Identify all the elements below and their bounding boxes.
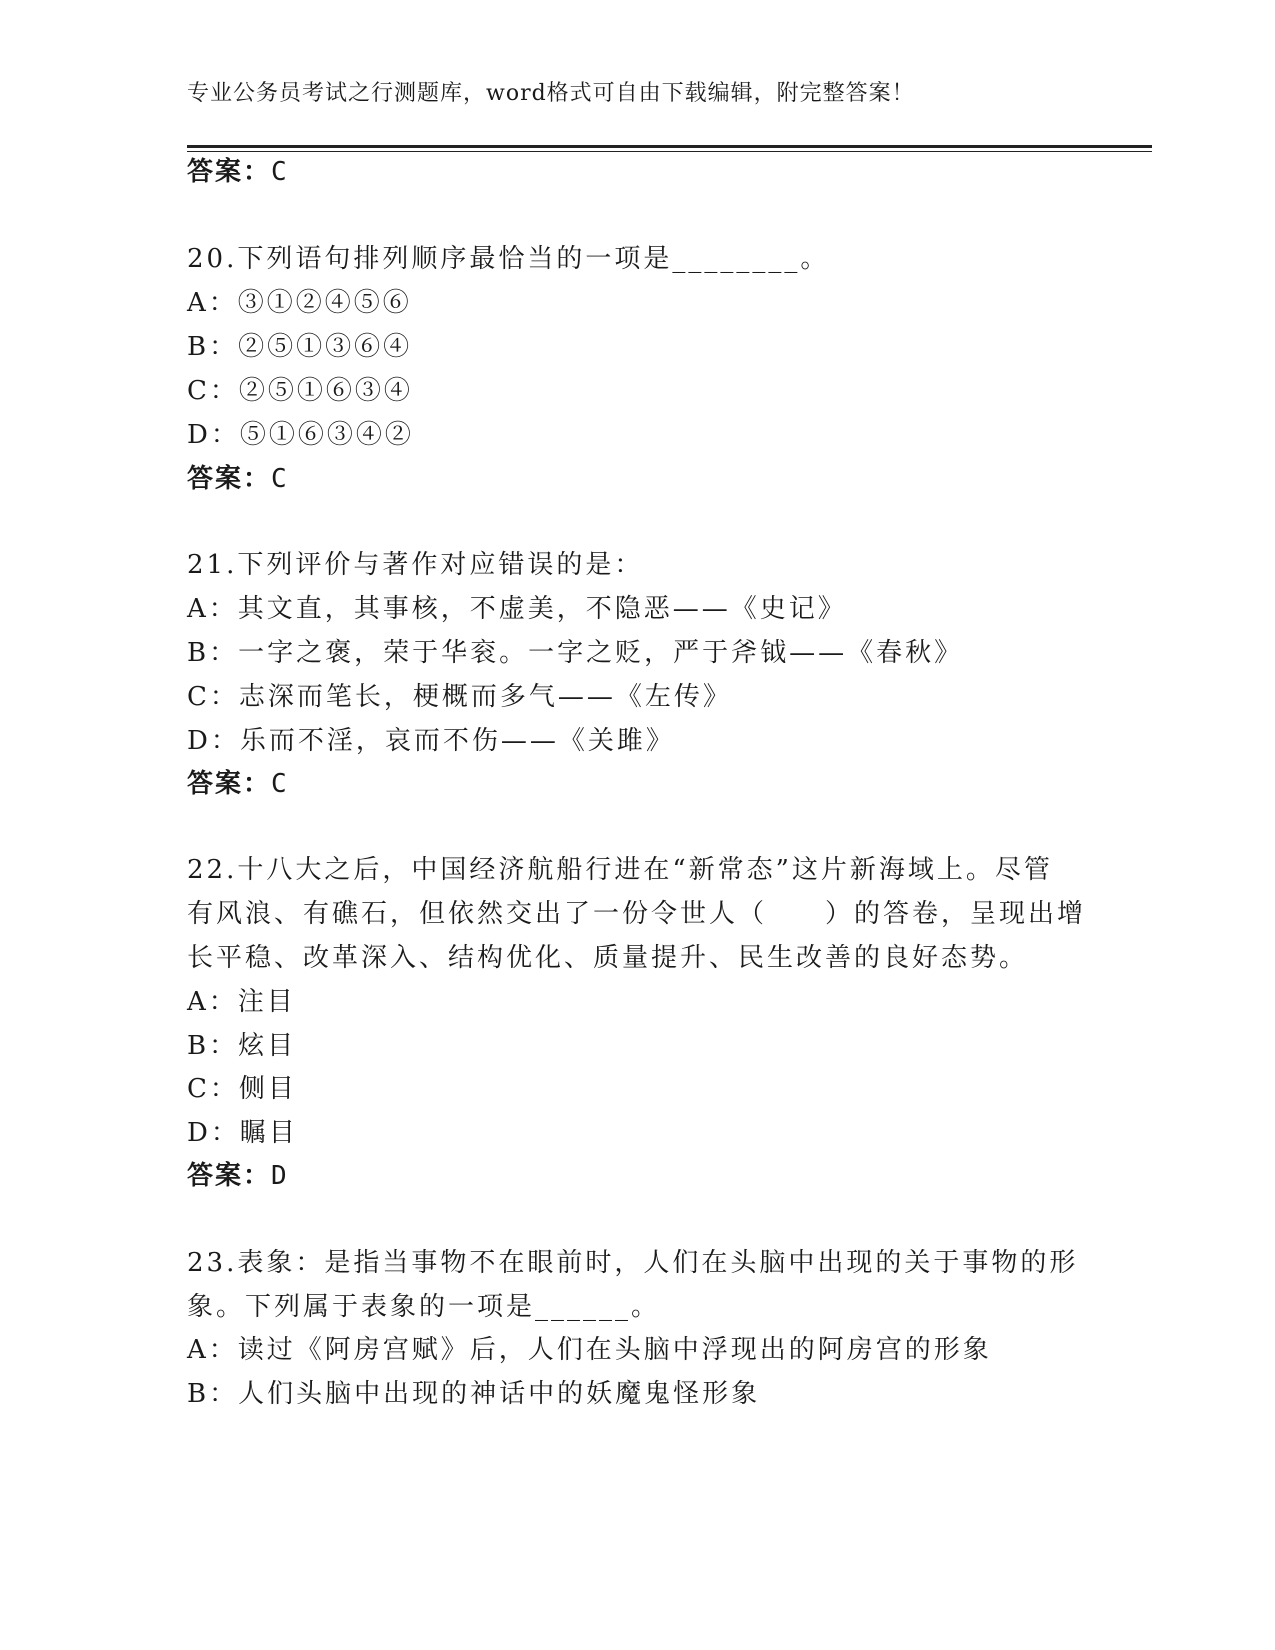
- question-text: 长平稳、改革深入、结构优化、质量提升、民生改善的良好态势。: [187, 943, 1029, 973]
- option-a: A：读过《阿房宫赋》后，人们在头脑中浮现出的阿房宫的形象: [187, 1335, 992, 1365]
- answer-line: [187, 154, 288, 190]
- option-a: A：③①②④⑤⑥: [187, 288, 412, 318]
- answer-line: [187, 766, 288, 802]
- option-a: A：注目: [187, 987, 296, 1017]
- answer-value: C: [271, 157, 288, 187]
- option-d: D：瞩目: [187, 1118, 298, 1148]
- option-d: D：乐而不淫，哀而不伤——《关雎》: [187, 726, 675, 756]
- option-c: C：侧目: [187, 1074, 297, 1104]
- question-text: 20.下列语句排列顺序最恰当的一项是________。: [187, 244, 830, 274]
- answer-line: [187, 461, 288, 497]
- option-b: B：人们头脑中出现的神话中的妖魔鬼怪形象: [187, 1379, 761, 1409]
- answer-value: D: [271, 1161, 288, 1191]
- page-header: 专业公务员考试之行测题库，word格式可自由下载编辑，附完整答案！: [187, 81, 915, 106]
- answer-label: 答案：: [187, 769, 272, 799]
- answer-value: C: [271, 769, 288, 799]
- option-b: B：②⑤①③⑥④: [187, 332, 413, 362]
- option-c: C：志深而笔长，梗概而多气——《左传》: [187, 682, 732, 712]
- question-text: 象。下列属于表象的一项是______。: [187, 1292, 661, 1322]
- answer-line: [187, 1158, 288, 1194]
- question-text: 22.十八大之后，中国经济航船行进在“新常态”这片新海域上。尽管: [187, 855, 1053, 885]
- answer-value: C: [271, 464, 288, 494]
- option-a: A：其文直，其事核，不虚美，不隐恶——《史记》: [187, 594, 847, 624]
- header-rule-thin: [187, 151, 1152, 152]
- answer-label: 答案：: [187, 1161, 272, 1191]
- option-b: B：炫目: [187, 1031, 297, 1061]
- answer-label: 答案：: [187, 157, 272, 187]
- question-text: 23.表象：是指当事物不在眼前时，人们在头脑中出现的关于事物的形: [187, 1248, 1079, 1278]
- question-text: 有风浪、有礁石，但依然交出了一份令世人（ ）的答卷，呈现出增: [187, 899, 1087, 929]
- header-rule: [187, 145, 1152, 148]
- option-b: B：一字之褒，荣于华衮。一字之贬，严于斧钺——《春秋》: [187, 638, 964, 668]
- option-d: D：⑤①⑥③④②: [187, 420, 414, 450]
- answer-label: 答案：: [187, 464, 272, 494]
- option-c: C：②⑤①⑥③④: [187, 376, 413, 406]
- question-text: 21.下列评价与著作对应错误的是：: [187, 550, 644, 580]
